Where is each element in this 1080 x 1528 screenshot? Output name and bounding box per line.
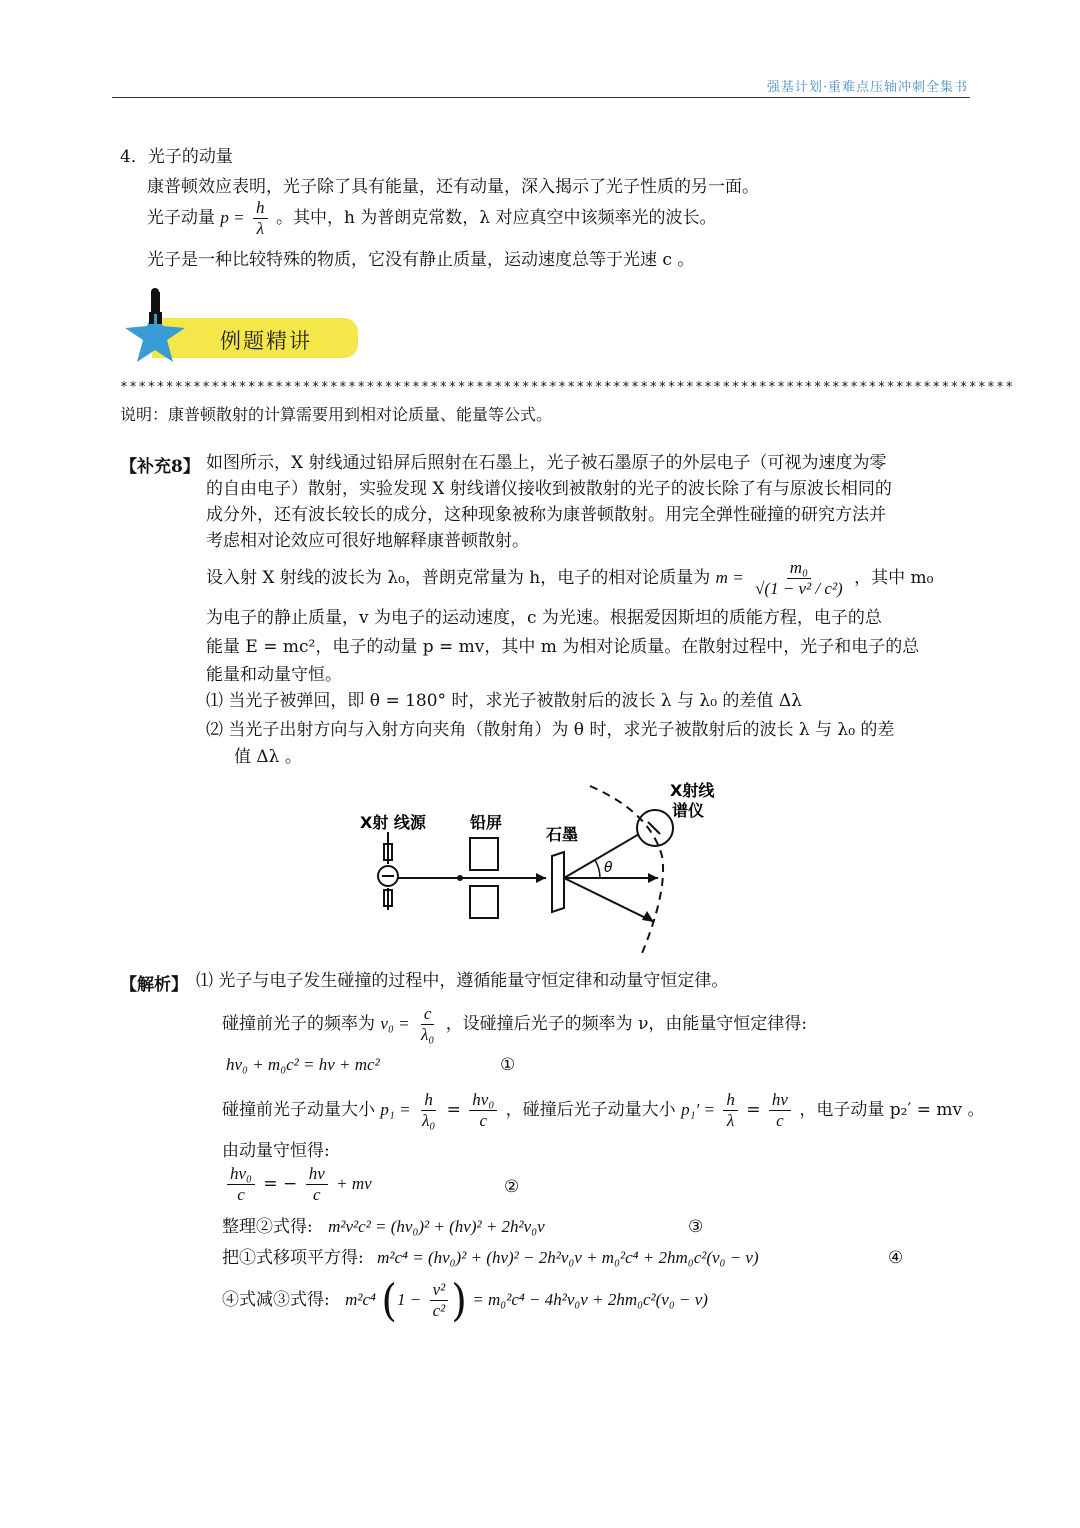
section-heading: 4．光子的动量 bbox=[120, 147, 233, 167]
series-title: 强基计划·重难点压轴冲刺全集书 bbox=[766, 80, 968, 95]
question-2: ⑵ 当光子出射方向与入射方向夹角（散射角）为 θ 时，求光子被散射后的波长 λ 与 λ₀ 的差 bbox=[206, 720, 895, 740]
label-spectrometer-1: X射线 bbox=[670, 781, 715, 800]
solution-step-2: 碰撞前光子的频率为 ν₀ = $\frac{c}{\text{λ₀}}$ ，设碰撞后光子的频率为 ν，由能量守恒定律得: bbox=[222, 1004, 808, 1044]
problem-p6: 为电子的静止质量，v 为电子的运动速度，c 为光速。根据爱因斯坦的质能方程，电子的总 bbox=[206, 608, 882, 628]
solution-step-3: 碰撞前光子动量大小 p₁ = $\frac{h}{\text{λ₀}}$ = $\frac{\text{hν₀}}{c}$ ，碰撞后光子动量大小 p₁′ = $\frac{h}{\lambda}$ = $\frac{h\nu}{c}$ ，电子动量 p₂′ = mv 。 bbox=[222, 1090, 985, 1130]
problem-tag: 【补充8】 bbox=[120, 457, 200, 477]
photon-momentum-fraction: $\frac{h}{\lambda}$ bbox=[253, 198, 268, 239]
question-1: ⑴ 当光子被弹回，即 θ = 180° 时，求光子被散射后的波长 λ 与 λ₀ 的差值 Δλ bbox=[206, 691, 802, 711]
note: 说明：康普顿散射的计算需要用到相对论质量、能量等公式。 bbox=[120, 405, 553, 424]
banner-title: 例题精讲 bbox=[220, 329, 312, 353]
lead-screen-bottom bbox=[470, 886, 498, 918]
section-line-2: 光子动量 p = $\frac{h}{\lambda}$ 。其中，h 为普朗克常数，λ 对应真空中该频率光的波长。 bbox=[147, 198, 717, 238]
label-graphite: 石墨 bbox=[546, 825, 579, 844]
theta-label: θ bbox=[604, 860, 613, 876]
problem-p4: 考虑相对论效应可很好地解释康普顿散射。 bbox=[206, 531, 529, 551]
equation-1-mark: ① bbox=[500, 1055, 516, 1075]
section-line-1: 康普顿效应表明，光子除了具有能量，还有动量，深入揭示了光子性质的另一面。 bbox=[147, 177, 759, 197]
header-divider bbox=[112, 97, 970, 98]
solution-step-5: 整理②式得: m²v²c² = (hν₀)² + (hν)² + 2h²ν₀ν bbox=[222, 1217, 545, 1237]
scattered-ray-down bbox=[564, 878, 654, 922]
star-figure-icon bbox=[115, 288, 195, 368]
section-line-3: 光子是一种比较特殊的物质，它没有静止质量，运动速度总等于光速 c 。 bbox=[147, 250, 695, 270]
solution-step-1: ⑴ 光子与电子发生碰撞的过程中，遵循能量守恒定律和动量守恒定律。 bbox=[196, 971, 729, 991]
equation-4-mark: ④ bbox=[888, 1248, 904, 1268]
equation-3-mark: ③ bbox=[688, 1217, 704, 1237]
problem-p7: 能量 E = mc²，电子的动量 p = mv，其中 m 为相对论质量。在散射过程中，光子和电子的总 bbox=[206, 637, 920, 657]
solution-step-4: 由动量守恒得: bbox=[222, 1141, 330, 1161]
graphite-block bbox=[552, 852, 564, 912]
equation-1: hν₀ + m₀c² = hν + mc² bbox=[226, 1055, 380, 1074]
separator-stars: ************************************************************************************************** bbox=[120, 380, 1015, 395]
solution-tag: 【解析】 bbox=[120, 975, 188, 995]
label-spectrometer-2: 谱仪 bbox=[672, 801, 705, 820]
problem-p1: 如图所示，X 射线通过铅屏后照射在石墨上，光子被石墨原子的外层电子（可视为速度为零 bbox=[206, 453, 887, 473]
problem-p3: 成分外，还有波长较长的成分，这种现象被称为康普顿散射。用完全弹性碰撞的研究方法并 bbox=[206, 505, 886, 525]
frequency-fraction: $\frac{c}{\text{λ₀}}$ bbox=[421, 1004, 435, 1044]
question-2-cont: 值 Δλ 。 bbox=[234, 747, 302, 767]
problem-p2: 的自由电子）散射，实验发现 X 射线谱仪接收到被散射的光子的波长除了有与原波长相同的 bbox=[206, 479, 892, 499]
label-xray-source: X射 线源 bbox=[360, 813, 426, 832]
problem-p5: 设入射 X 射线的波长为 λ₀，普朗克常量为 h，电子的相对论质量为 m = $\frac{\text{m₀}}{\text{√(1 − v² / c²)}}$ ，其中 m₀ bbox=[206, 558, 934, 598]
solution-step-6: 把①式移项平方得: m²c⁴ = (hν₀)² + (hν)² − 2h²ν₀ν + m₀²c⁴ + 2hm₀c²(ν₀ − ν) bbox=[222, 1248, 759, 1268]
xray-tube bbox=[378, 832, 398, 910]
lead-screen-top bbox=[470, 838, 498, 870]
equation-2-mark: ② bbox=[504, 1177, 520, 1197]
label-lead-screen: 铅屏 bbox=[470, 813, 503, 832]
compton-figure bbox=[350, 772, 730, 968]
relativistic-mass-fraction: $\frac{\text{m₀}}{\text{√(1 − v² / c²)}}$ bbox=[755, 558, 843, 598]
equation-2: $\frac{\text{hν₀}}{c}$ = − $\frac{h\nu}{c}$ + mv bbox=[224, 1164, 372, 1205]
problem-p8: 能量和动量守恒。 bbox=[206, 665, 342, 685]
solution-step-7: ④式减③式得: m²c⁴ (1 − $\frac{\text{v²}}{\text{c²}}$ ) = m₀²c⁴ − 4h²ν₀ν + 2hm₀c²(ν₀ − ν) bbox=[222, 1275, 708, 1326]
